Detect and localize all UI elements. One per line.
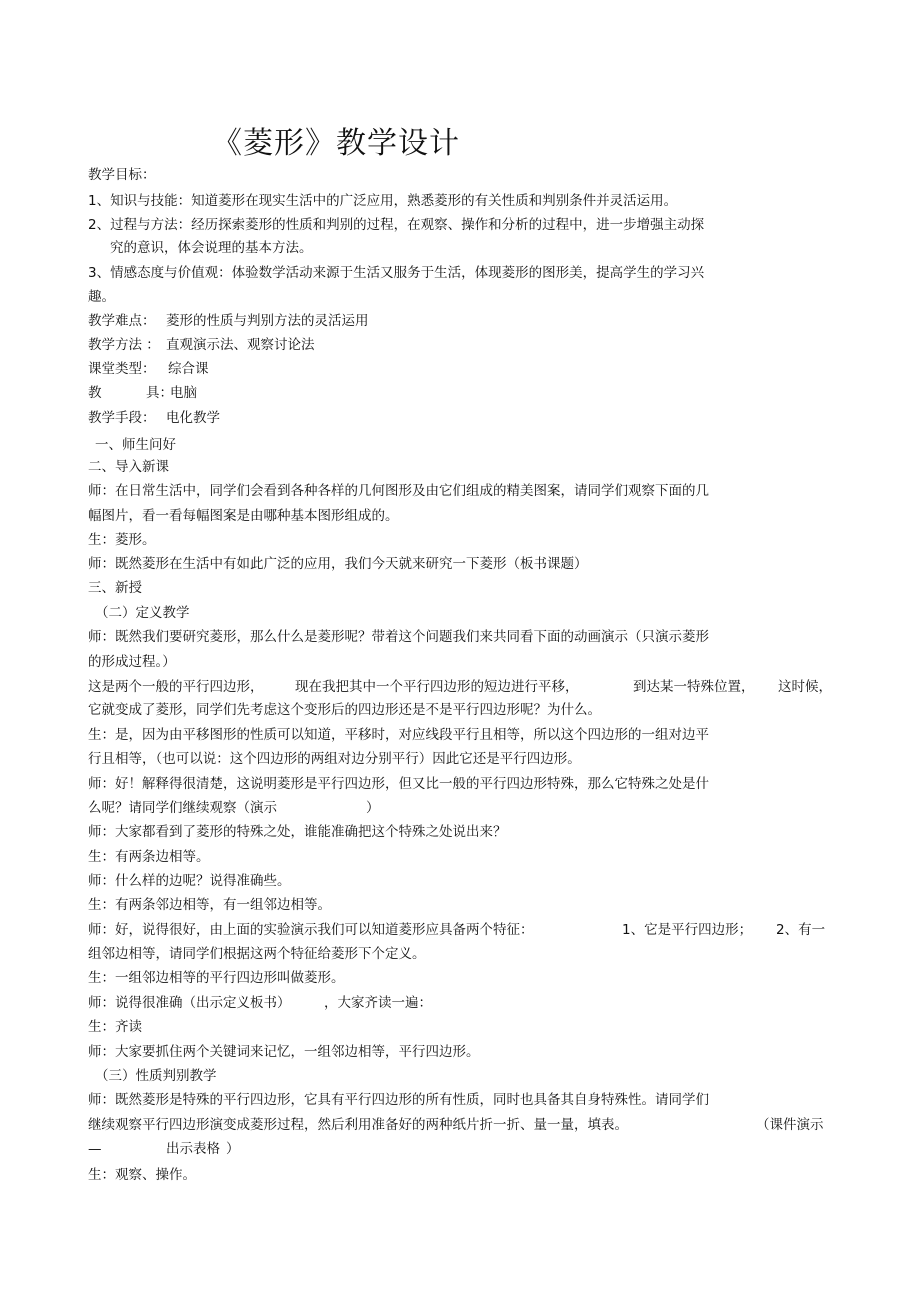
subsection-definition: （二）定义教学 <box>95 605 190 621</box>
paragraph-special-line2b: ） <box>366 800 380 816</box>
paragraph-properties-close: ） <box>226 1141 240 1157</box>
paragraph-adjacent-sides: 生：有两条邻边相等，有一组邻边相等。 <box>88 897 331 913</box>
paragraph-answer-rhombus: 生：菱形。 <box>88 532 156 548</box>
tool-value: 电脑 <box>170 385 197 401</box>
method-label: 教学方法 ： <box>88 337 160 353</box>
paragraph-translate-part4: 这时候， <box>778 679 832 695</box>
section-greeting: 一、师生问好 <box>95 437 176 453</box>
paragraph-features-part2: 1、它是平行四边形； <box>622 922 753 938</box>
paragraph-topic: 师：既然菱形在生活中有如此广泛的应用，我们今天就来研究一下菱形（板书课题） <box>88 556 588 572</box>
tool-label-a: 教 <box>88 385 102 401</box>
paragraph-properties-table: 出示表格 <box>166 1141 220 1157</box>
subsection-properties: （三）性质判别教学 <box>95 1068 217 1084</box>
paragraph-animation-line1: 师：既然我们要研究菱形，那么什么是菱形呢？带着这个问题我们来共同看下面的动画演示（只演示菱形 <box>88 629 709 645</box>
difficulty-label: 教学难点： <box>88 313 156 329</box>
goal-knowledge: 1、知识与技能：知道菱形在现实生活中的广泛应用，熟悉菱形的有关性质和判别条件并灵活运用。 <box>88 193 678 209</box>
paragraph-features-line2: 组邻边相等，请同学们根据这两个特征给菱形下个定义。 <box>88 946 426 962</box>
means-value: 电化教学 <box>166 410 220 426</box>
difficulty-row <box>88 312 156 330</box>
paragraph-keywords: 师：大家要抓住两个关键词来记忆，一组邻边相等，平行四边形。 <box>88 1044 480 1060</box>
tool-label-b: 具： <box>146 385 173 401</box>
goal-process-line1: 2、过程与方法：经历探索菱形的性质和判别的过程，在观察、操作和分析的过程中，进一步增强主动探 <box>88 217 705 233</box>
paragraph-translate-part3: 到达某一特殊位置， <box>633 679 755 695</box>
paragraph-features-part3: 2、有一 <box>776 922 826 938</box>
means-label: 教学手段： <box>88 410 156 426</box>
paragraph-animation-line2: 的形成过程。） <box>88 654 176 670</box>
difficulty-value: 菱形的性质与判别方法的灵活运用 <box>166 313 369 329</box>
paragraph-intro-line1: 师：在日常生活中，同学们会看到各种各样的几何图形及由它们组成的精美图案，请同学们观察下面的几 <box>88 483 709 499</box>
goal-attitude-line2: 趣。 <box>88 289 115 305</box>
paragraph-translate-part1: 这是两个一般的平行四边形， <box>88 679 264 695</box>
paragraph-ask-special: 师：大家都看到了菱形的特殊之处，谁能准确把这个特殊之处说出来？ <box>88 824 507 840</box>
paragraph-properties-line2: 继续观察平行四边形演变成菱形过程，然后利用准备好的两种纸片折一折、量一量，填表。 <box>88 1117 628 1133</box>
paragraph-features-part1: 师：好，说得很好，由上面的实验演示我们可以知道菱形应具备两个特征： <box>88 922 534 938</box>
paragraph-properties-dash: — <box>88 1141 102 1157</box>
section-new-lesson: 三、新授 <box>88 580 142 596</box>
document-title: 《菱形》教学设计 <box>212 126 460 161</box>
paragraph-two-sides-equal: 生：有两条边相等。 <box>88 849 210 865</box>
goal-attitude-line1: 3、情感态度与价值观：体验数学活动来源于生活又服务于生活，体现菱形的图形美，提高学生的学习兴 <box>88 265 705 281</box>
paragraph-read-aloud: 生：齐读 <box>88 1019 142 1035</box>
paragraph-properties-line1: 师：既然菱形是特殊的平行四边形，它具有平行四边形的所有性质，同时也具备其自身特殊性。请同学们 <box>88 1092 709 1108</box>
paragraph-translate-part2: 现在我把其中一个平行四边形的短边进行平移， <box>295 679 579 695</box>
paragraph-intro-line2: 幅图片，看一看每幅图案是由哪种基本图形组成的。 <box>88 508 399 524</box>
type-value: 综合课 <box>168 361 209 377</box>
paragraph-translate-line2: 它就变成了菱形，同学们先考虑这个变形后的四边形还是不是平行四边形呢？为什么。 <box>88 702 601 718</box>
paragraph-student-reason-line1: 生：是，因为由平移图形的性质可以知道，平移时，对应线段平行且相等，所以这个四边形的一组对边平 <box>88 727 709 743</box>
method-value: 直观演示法、观察讨论法 <box>166 337 315 353</box>
paragraph-properties-courseware: （课件演示 <box>756 1117 824 1133</box>
section-intro: 二、导入新课 <box>88 459 169 475</box>
paragraph-definition: 生：一组邻边相等的平行四边形叫做菱形。 <box>88 970 345 986</box>
paragraph-special-line1: 师：好！解释得很清楚，这说明菱形是平行四边形，但又比一般的平行四边形特殊，那么它特殊之处是什 <box>88 776 709 792</box>
goal-process-line2: 究的意识，体会说理的基本方法。 <box>110 240 313 256</box>
paragraph-which-sides: 师：什么样的边呢？说得准确些。 <box>88 873 291 889</box>
type-label: 课堂类型： <box>88 361 156 377</box>
goals-heading: 教学目标： <box>88 167 156 183</box>
paragraph-board-part1: 师：说得很准确（出示定义板书） <box>88 995 291 1011</box>
paragraph-special-line2a: 么呢？请同学们继续观察（演示 <box>88 800 277 816</box>
paragraph-board-part2: ，大家齐读一遍： <box>324 995 432 1011</box>
paragraph-observe: 生：观察、操作。 <box>88 1167 196 1183</box>
paragraph-student-reason-line2: 行且相等，（也可以说：这个四边形的两组对边分别平行）因此它还是平行四边形。 <box>88 751 581 767</box>
